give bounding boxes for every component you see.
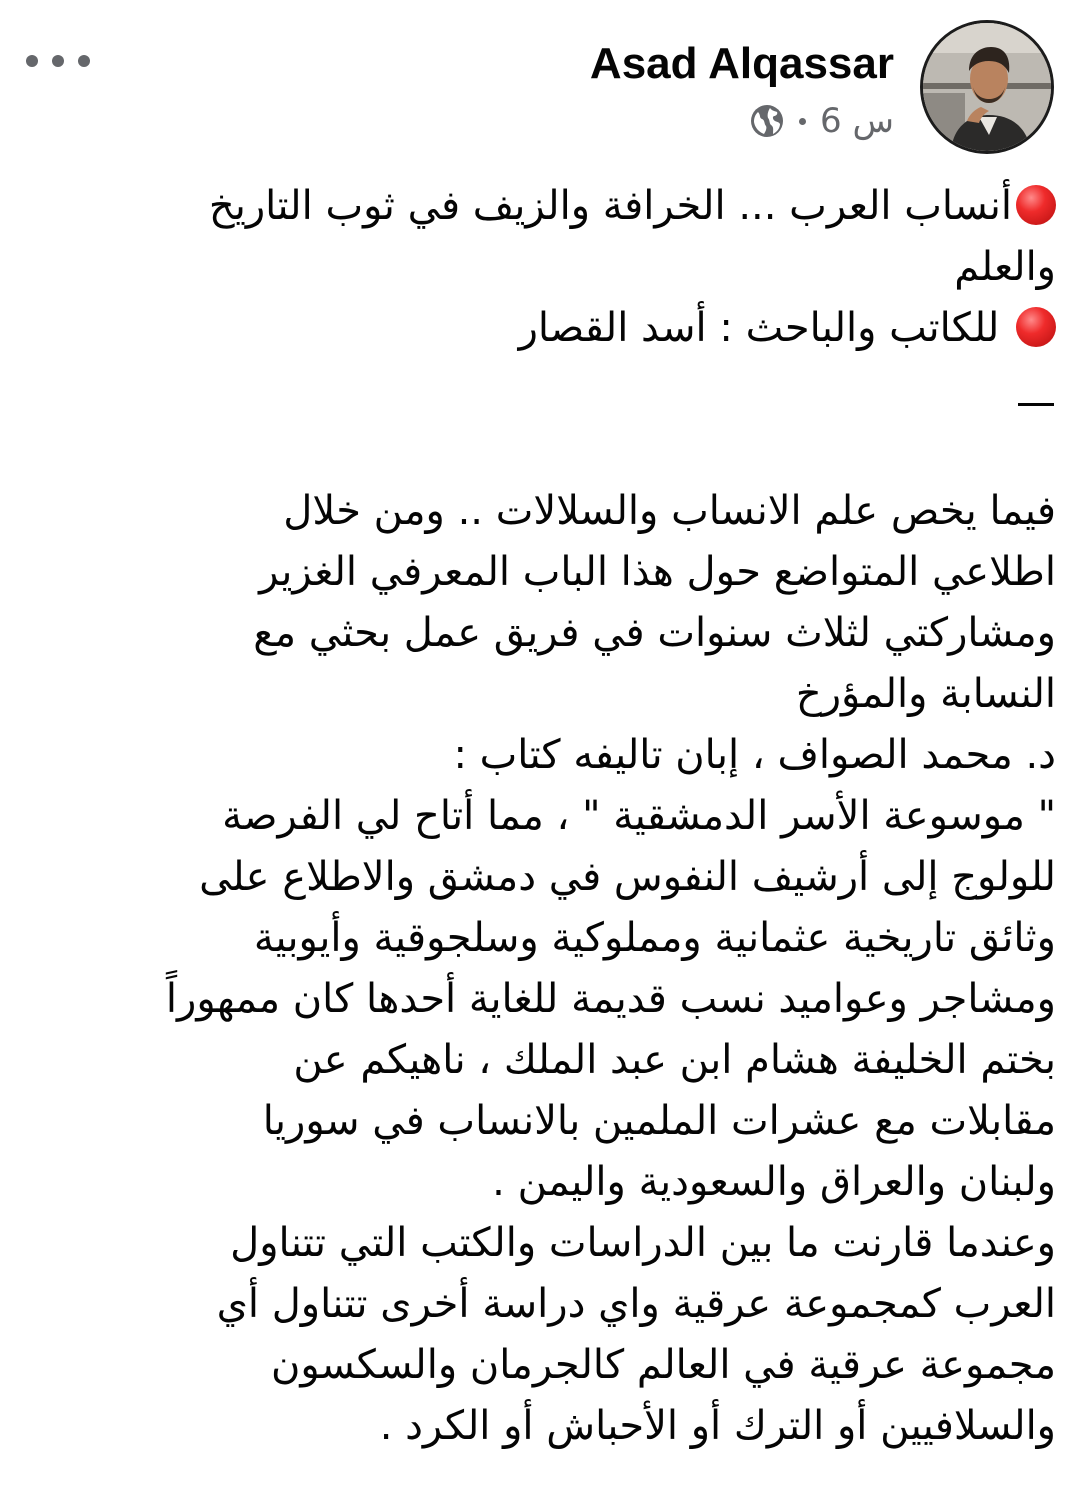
blank-line [30,420,1056,481]
more-dot [26,55,38,67]
paragraph-line: د. محمد الصواف ، إبان تاليفه كتاب : [453,732,1056,778]
avatar[interactable] [920,20,1054,154]
paragraph-line: فيما يخص علم الانساب والسلالات .. ومن خلال [283,488,1056,534]
post-title-line [30,176,1056,237]
paragraph-line: وثائق تاريخية عثمانية ومملوكية وسلجوقية وأيوبية [253,915,1056,961]
post-title-line-2: والعلم [954,244,1056,290]
author-name[interactable]: Asad Alqassar [589,39,894,88]
paragraph-line: والسلافيين أو الترك أو الأحباش أو الكرد . [379,1403,1056,1449]
paragraph-line: بختم الخليفة هشام ابن عبد الملك ، ناهيكم عن [293,1037,1056,1083]
post-title-text: أنساب العرب ... الخرافة والزيف في ثوب التاريخ [208,183,1012,229]
paragraph-line: " موسوعة الأسر الدمشقية " ، مما أتاح لي الفرصة [222,793,1056,839]
meta-separator-dot [799,118,806,125]
paragraph-line: ومشاركتي لثلاث سنوات في فريق عمل بحثي مع [253,610,1056,656]
post-byline [30,298,1056,359]
paragraph-line: النسابة والمؤرخ [795,671,1056,717]
paragraph-line: مقابلات مع عشرات الملمين بالانساب في سوريا [262,1098,1056,1144]
paragraph-line: العرب كمجموعة عرقية واي دراسة أخرى تتناول أي [216,1281,1056,1327]
red-circle-icon [1016,185,1056,225]
more-options-icon[interactable] [26,44,90,78]
separator-line [1018,403,1054,406]
red-circle-icon [1016,307,1056,347]
post-byline-text: للكاتب والباحث : أسد القصار [518,305,1000,351]
post-time[interactable]: 6 س [820,101,894,141]
post-text [30,176,1056,1457]
avatar-photo [923,23,1051,151]
post-meta [749,98,894,144]
post-header [0,0,1080,160]
paragraph-line: للولوج إلى أرشيف النفوس في دمشق والاطلاع على [199,854,1056,900]
paragraph-line: وعندما قارنت ما بين الدراسات والكتب التي تتناول [230,1220,1056,1266]
paragraph-line: ومشاجر وعواميد نسب قديمة للغاية أحدها كان ممهوراً [165,976,1056,1022]
paragraph-line: اطلاعي المتواضع حول هذا الباب المعرفي الغزير [259,549,1056,595]
separator-dash [30,359,1056,420]
globe-icon[interactable] [749,103,785,139]
more-dot [52,55,64,67]
paragraph-line: مجموعة عرقية في العالم كالجرمان والسكسون [271,1342,1056,1388]
more-dot [78,55,90,67]
paragraph-line: ولبنان والعراق والسعودية واليمن . [492,1159,1056,1205]
